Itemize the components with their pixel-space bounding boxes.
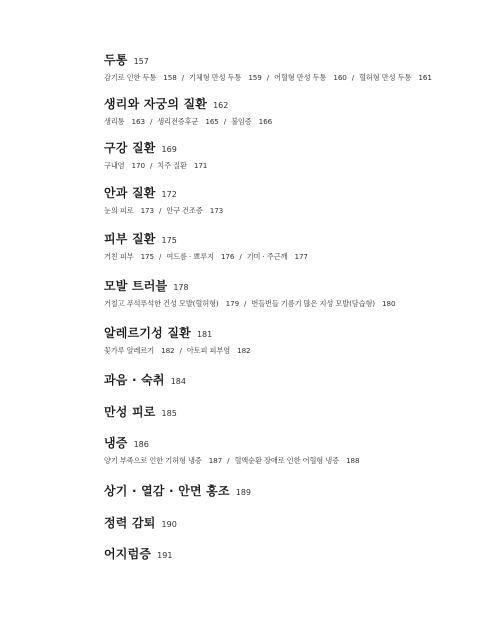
subsection-page-number: 175 xyxy=(140,252,154,261)
subsection-title: 생리전증후군 xyxy=(157,117,199,126)
subsection-title: 안구 건조증 xyxy=(166,206,203,215)
separator: / xyxy=(158,206,162,215)
subsection-page-number: 171 xyxy=(193,161,208,170)
separator: / xyxy=(239,252,242,261)
subsection-title: 감기로 인한 두통 xyxy=(104,73,157,82)
subsection-title: 거친 피부 xyxy=(104,252,134,261)
subsection-title: 눈의 피로 xyxy=(104,206,134,215)
subsection-title: 치주 질환 xyxy=(157,161,187,170)
toc-entry xyxy=(104,185,494,215)
subsection-page-number: 170 xyxy=(131,161,145,170)
subsection-page-number: 173 xyxy=(209,206,224,215)
section-title: 안과 질환 xyxy=(104,186,156,200)
separator: / xyxy=(149,161,153,170)
section-page-number: 191 xyxy=(157,551,173,560)
toc-entry xyxy=(104,372,494,386)
section-title: 만성 피로 xyxy=(104,405,156,419)
section-page-number: 157 xyxy=(133,57,149,66)
subsection-title: 번들번들 기름기 많은 지성 모발(담습형) xyxy=(251,299,376,308)
subsection-page-number: 176 xyxy=(220,252,235,261)
section-page-number: 175 xyxy=(161,236,177,245)
section-title: 냉증 xyxy=(104,436,128,450)
subsection-list xyxy=(104,161,494,170)
toc-entry xyxy=(104,140,494,170)
section-title: 구강 질환 xyxy=(104,141,156,155)
subsection-page-number: 182 xyxy=(161,346,175,355)
subsection-title: 구내염 xyxy=(104,161,125,170)
subsection-list xyxy=(104,456,494,465)
subsection-title: 꽃가루 알레르기 xyxy=(104,346,155,355)
subsection-title: 기체형 만성 두통 xyxy=(189,73,242,82)
separator: / xyxy=(244,299,247,308)
separator: / xyxy=(149,117,153,126)
toc-entry xyxy=(104,325,494,355)
subsection-list xyxy=(104,346,494,355)
toc-entry xyxy=(104,515,494,529)
subsection-list xyxy=(104,252,494,261)
separator: / xyxy=(223,117,227,126)
separator: / xyxy=(266,73,270,82)
subsection-page-number: 188 xyxy=(346,456,360,465)
subsection-page-number: 180 xyxy=(382,299,396,308)
subsection-page-number: 161 xyxy=(418,73,432,82)
section-page-number: 186 xyxy=(133,440,149,449)
subsection-title: 여드름 · 뾰루지 xyxy=(166,252,214,261)
section-title: 상기 · 열감 · 안면 홍조 xyxy=(104,484,230,498)
subsection-title: 불임증 xyxy=(231,117,252,126)
separator: / xyxy=(351,73,355,82)
subsection-title: 혈허형 만성 두통 xyxy=(359,73,412,82)
subsection-page-number: 166 xyxy=(258,117,273,126)
section-title: 모발 트러블 xyxy=(104,279,168,293)
subsection-title: 생리통 xyxy=(104,117,125,126)
separator: / xyxy=(179,346,182,355)
subsection-title: 기미 · 주근깨 xyxy=(246,252,288,261)
toc-entry xyxy=(104,435,494,465)
section-page-number: 172 xyxy=(161,190,177,199)
subsection-title: 양기 부족으로 인한 기허형 냉증 xyxy=(104,456,202,465)
toc-entry xyxy=(104,52,494,82)
separator: / xyxy=(158,252,162,261)
subsection-list xyxy=(104,206,494,215)
section-page-number: 189 xyxy=(235,488,252,497)
subsection-page-number: 163 xyxy=(131,117,145,126)
section-page-number: 169 xyxy=(161,145,177,154)
separator: / xyxy=(227,456,230,465)
section-page-number: 190 xyxy=(161,520,177,529)
section-title: 어지럼증 xyxy=(104,547,152,561)
section-title: 생리와 자궁의 질환 xyxy=(104,97,208,111)
subsection-page-number: 165 xyxy=(205,117,219,126)
subsection-list xyxy=(104,117,494,126)
subsection-page-number: 158 xyxy=(163,73,177,82)
subsection-page-number: 187 xyxy=(208,456,223,465)
toc-entry xyxy=(104,546,494,560)
toc-entry xyxy=(104,404,494,418)
subsection-page-number: 160 xyxy=(333,73,347,82)
subsection-page-number: 173 xyxy=(140,206,154,215)
section-title: 두통 xyxy=(104,53,128,67)
section-title: 피부 질환 xyxy=(104,232,156,246)
subsection-list xyxy=(104,73,494,82)
subsection-page-number: 159 xyxy=(248,73,262,82)
section-page-number: 162 xyxy=(213,101,229,110)
section-page-number: 185 xyxy=(161,409,177,418)
subsection-title: 어혈형 만성 두통 xyxy=(274,73,327,82)
section-title: 정력 감퇴 xyxy=(104,516,156,530)
subsection-title: 혈액순환 장애로 인한 어혈형 냉증 xyxy=(234,456,339,465)
subsection-list xyxy=(104,299,494,308)
section-title: 과음 · 숙취 xyxy=(104,373,165,387)
section-page-number: 181 xyxy=(196,330,213,339)
subsection-title: 아토피 피부염 xyxy=(186,346,231,355)
separator: / xyxy=(181,73,185,82)
toc-entry xyxy=(104,231,494,261)
subsection-page-number: 182 xyxy=(237,346,251,355)
toc-entry xyxy=(104,483,494,497)
section-page-number: 178 xyxy=(173,283,189,292)
section-title: 알레르기성 질환 xyxy=(104,326,191,340)
subsection-page-number: 179 xyxy=(225,299,240,308)
toc-entry xyxy=(104,278,494,308)
subsection-title: 거칠고 푸석푸석한 건성 모발(혈허형) xyxy=(104,299,219,308)
toc-entry xyxy=(104,96,494,126)
section-page-number: 184 xyxy=(170,377,186,386)
subsection-page-number: 177 xyxy=(294,252,308,261)
